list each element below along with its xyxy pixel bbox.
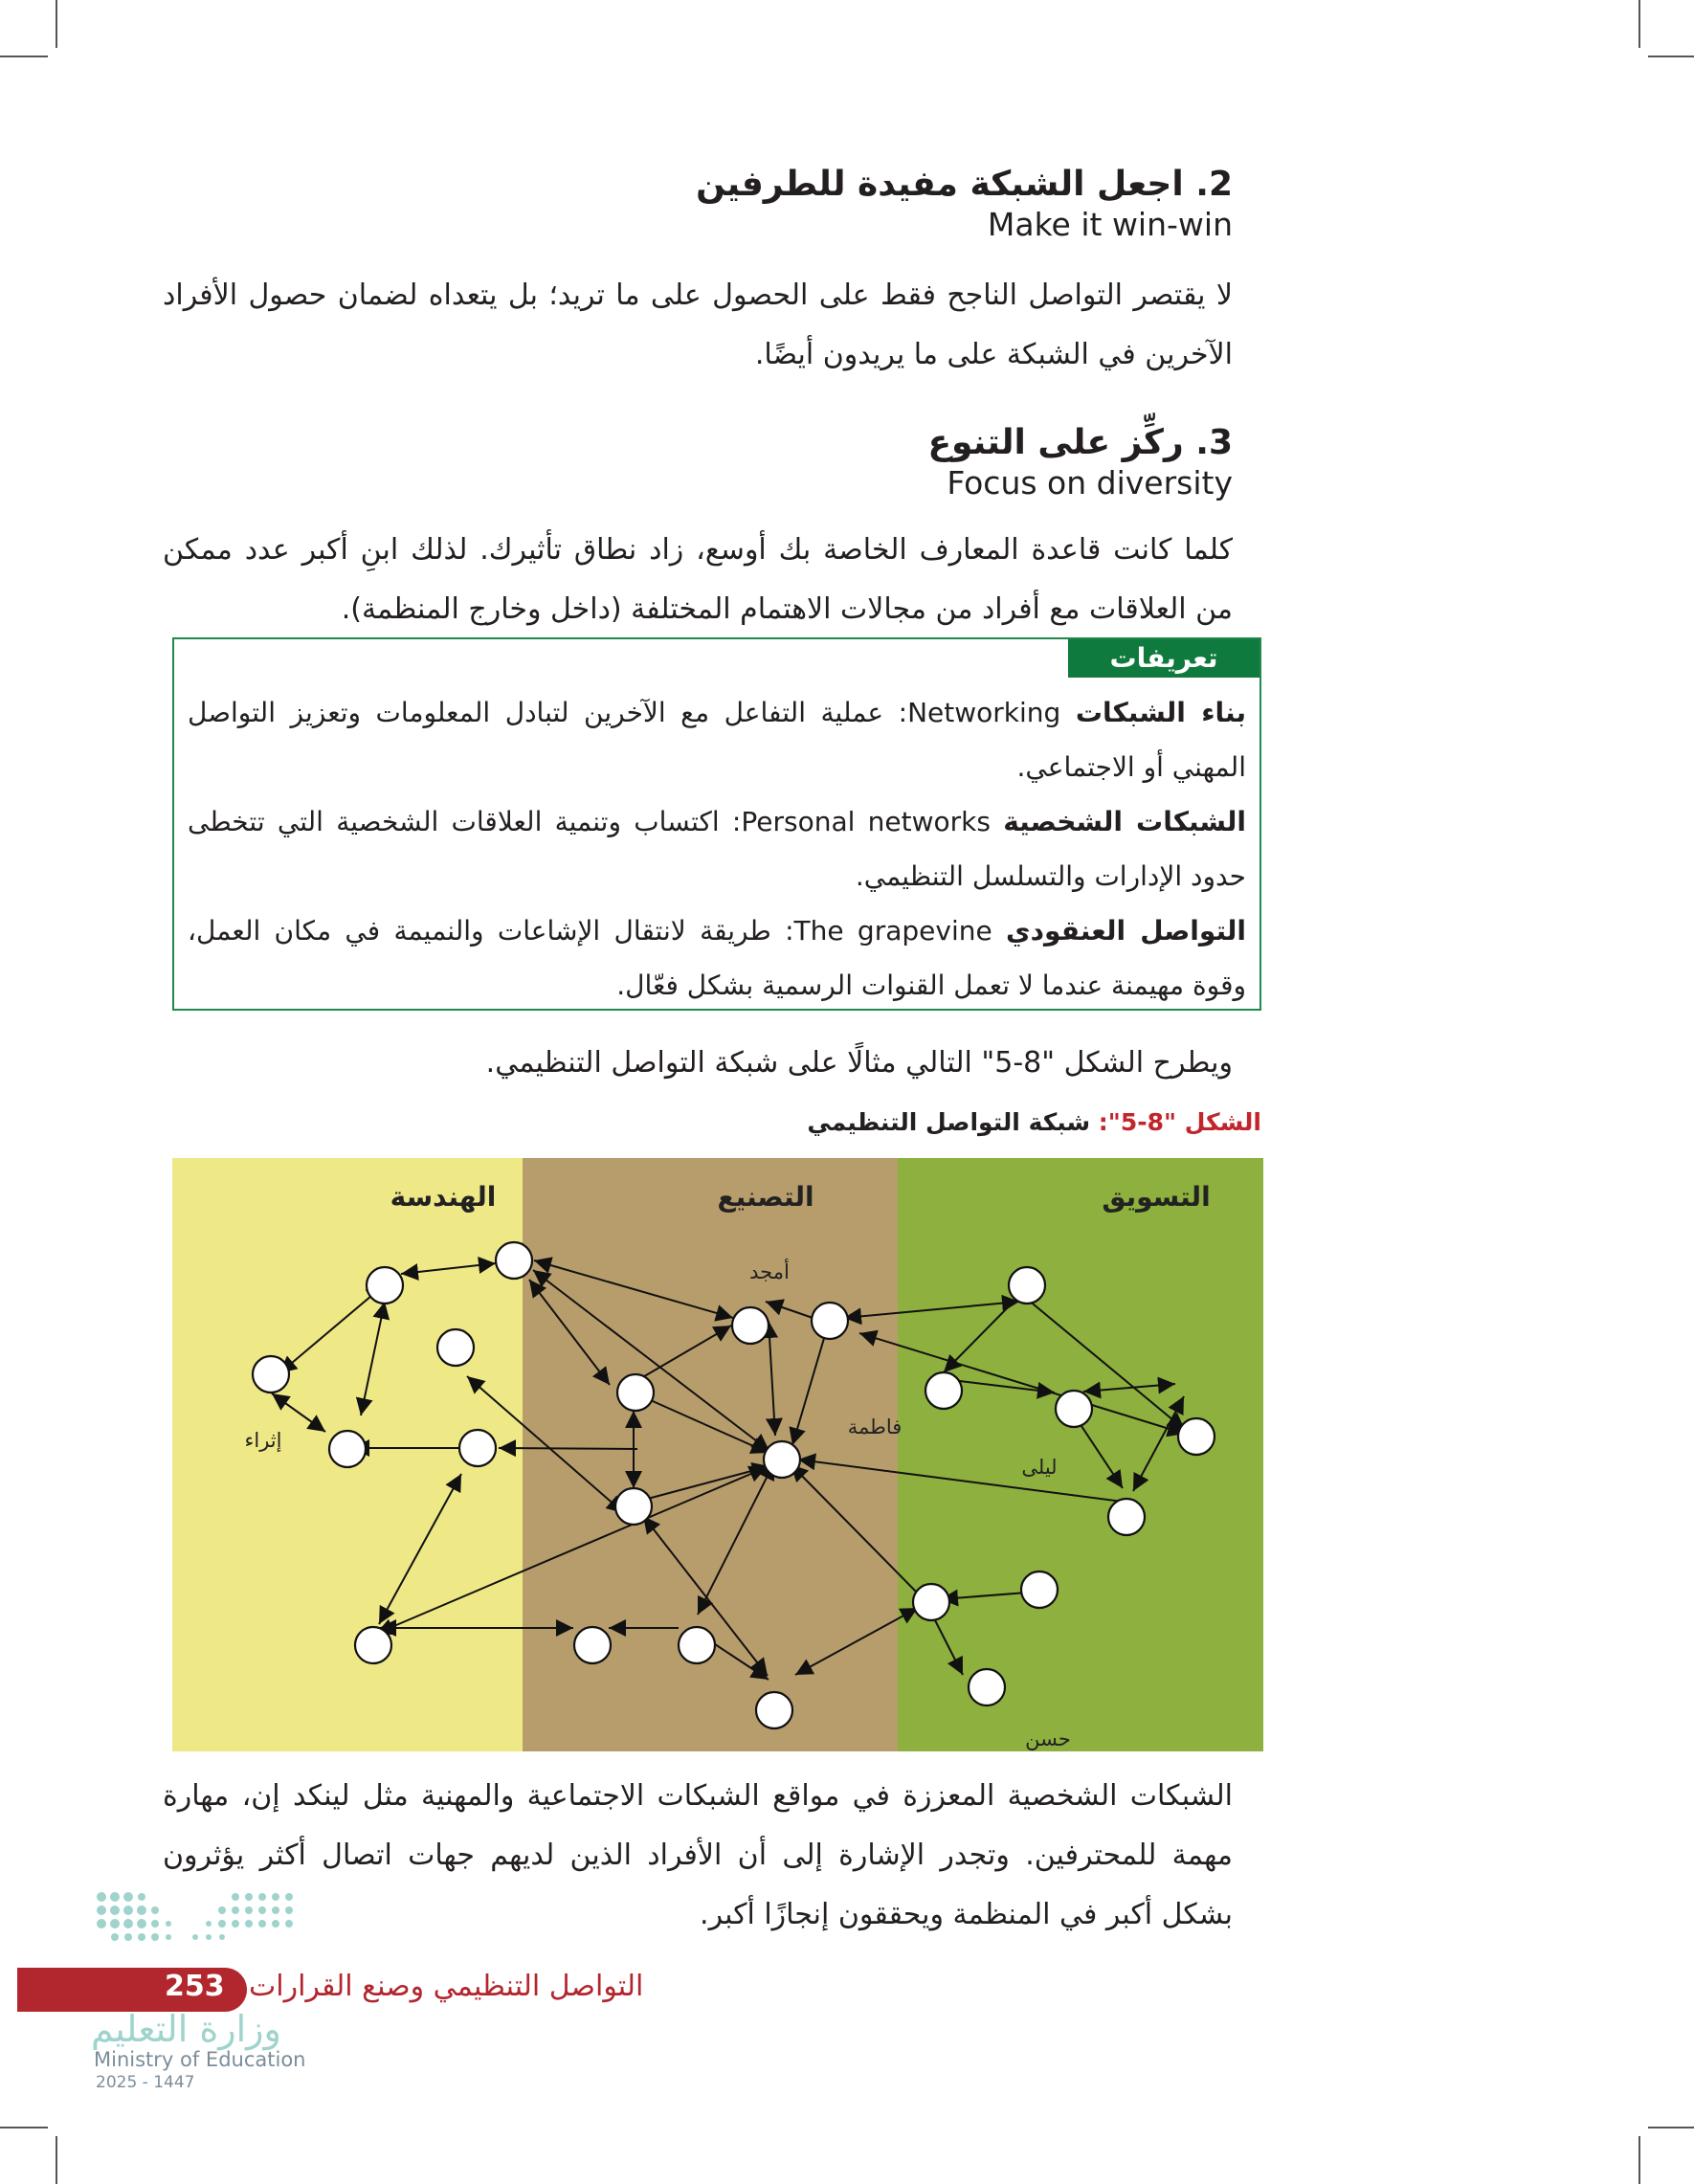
- network-node: [329, 1431, 366, 1467]
- network-node: [913, 1584, 949, 1620]
- section-2-body: لا يقتصر التواصل الناجح فقط على الحصول على ما تريد؛ بل يتعداه لضمان حصول الأفراد الآخرين في الشبكة على ما يريدون أيضًا.: [163, 279, 1233, 371]
- zone-label-manufacturing: التصنيع: [717, 1181, 814, 1213]
- ministry-name-en: Ministry of Education: [94, 2048, 306, 2071]
- section-3-body: كلما كانت قاعدة المعارف الخاصة بك أوسع، زاد نطاق تأثيرك. لذلك ابنِ أكبر عدد ممكن من العلاقات مع أفراد من مجالات الاهتمام المختلفة (داخل وخارج المنظمة).: [163, 533, 1233, 626]
- person-label-hasan: حسن: [1025, 1727, 1071, 1750]
- page-number: 253: [165, 1970, 225, 2003]
- crop-mark: [1648, 2127, 1694, 2128]
- definition-term-en: Personal networks: [741, 806, 991, 837]
- network-node: [925, 1372, 962, 1409]
- definition-term: بناء الشبكات: [1075, 697, 1246, 728]
- person-label-layla: ليلى: [1021, 1456, 1058, 1479]
- network-node: [355, 1627, 391, 1663]
- network-node: [459, 1430, 496, 1466]
- zone-label-marketing: التسويق: [1102, 1181, 1211, 1213]
- network-node: [496, 1242, 532, 1279]
- network-node: [1021, 1571, 1058, 1608]
- network-node: [969, 1669, 1005, 1705]
- section-number: 3.: [1195, 423, 1233, 462]
- section-title-ar: اجعل الشبكة مفيدة للطرفين: [696, 165, 1184, 204]
- section-number: 2.: [1195, 165, 1233, 204]
- chapter-title: التواصل التنظيمي وصنع القرارات: [249, 1970, 644, 2003]
- definition-text: طريقة لانتقال الإشاعات والنميمة في مكان العمل، وقوة مهيمنة عندما لا تعمل القنوات الرسمية بشكل فعّال.: [188, 915, 1246, 1001]
- person-label-fatima: فاطمة: [847, 1415, 903, 1438]
- network-node: [679, 1627, 715, 1663]
- crop-mark: [1638, 2136, 1640, 2184]
- network-diagram: [172, 1158, 1263, 1751]
- definition-item: الشبكات الشخصية Personal networks: اكتساب وتنمية العلاقات الشخصية التي تتخطى حدود الإدارات والتسلسل التنظيمي.: [188, 806, 1247, 892]
- ministry-logo-dots: [92, 1883, 302, 1970]
- crop-mark: [0, 56, 48, 57]
- definition-item: بناء الشبكات Networking: عملية التفاعل مع الآخرين لتبادل المعلومات وتعزيز التواصل المهني أو الاجتماعي.: [188, 697, 1246, 783]
- section-3-heading: [927, 423, 1233, 501]
- crop-mark: [1648, 56, 1694, 57]
- section-title-en: Make it win-win: [987, 206, 1233, 243]
- network-node: [732, 1307, 769, 1344]
- network-node: [812, 1303, 848, 1339]
- network-node: [1178, 1418, 1215, 1455]
- section-title-ar: ركِّز على التنوع: [927, 423, 1184, 462]
- zone-label-engineering: الهندسة: [390, 1181, 497, 1213]
- edition-year: 2025 - 1447: [96, 2073, 195, 2092]
- figure-intro: ويطرح الشكل "8-5" التالي مثالًا على شبكة التواصل التنظيمي.: [485, 1046, 1233, 1080]
- definition-text: عملية التفاعل مع الآخرين لتبادل المعلومات وتعزيز التواصل المهني أو الاجتماعي.: [188, 697, 1246, 783]
- section-title-en: Focus on diversity: [947, 464, 1233, 501]
- definition-term-en: Networking: [907, 697, 1061, 728]
- crop-mark: [1638, 0, 1640, 48]
- section-2-heading: [696, 165, 1233, 243]
- definition-term-en: The grapevine: [793, 915, 992, 947]
- crop-mark: [56, 2136, 57, 2184]
- network-node: [1009, 1267, 1045, 1304]
- network-node: [1056, 1391, 1092, 1427]
- definitions-list: [188, 685, 1246, 1013]
- ministry-name-ar: وزارة التعليم: [91, 2008, 281, 2050]
- definitions-tab: تعريفات: [1068, 639, 1259, 678]
- definition-term: التواصل العنقودي: [1006, 915, 1246, 947]
- network-node: [574, 1627, 611, 1663]
- marketing-zone: [898, 1158, 1263, 1751]
- figure-label: الشكل "8-5": [1107, 1108, 1261, 1136]
- definitions-box: [172, 637, 1261, 1011]
- definition-item: التواصل العنقودي The grapevine: طريقة لانتقال الإشاعات والنميمة في مكان العمل، وقوة مهيمنة عندما لا تعمل القنوات الرسمية بشكل فعّال.: [188, 915, 1246, 1001]
- network-node: [617, 1374, 654, 1411]
- definition-text: اكتساب وتنمية العلاقات الشخصية التي تتخطى حدود الإدارات والتسلسل التنظيمي.: [188, 806, 1246, 892]
- network-edge: [499, 1448, 637, 1449]
- network-node: [615, 1488, 652, 1525]
- person-label-amjad: أمجد: [749, 1260, 790, 1283]
- network-node: [1108, 1499, 1145, 1535]
- network-node: [437, 1329, 474, 1366]
- manufacturing-zone: [523, 1158, 898, 1751]
- person-label-ithraa: إثراء: [244, 1429, 282, 1452]
- network-node: [253, 1356, 289, 1393]
- closing-paragraph: الشبكات الشخصية المعززة في مواقع الشبكات الاجتماعية والمهنية مثل لينكد إن، مهارة مهمة للمحترفين. وتجدر الإشارة إلى أن الأفراد الذين لديهم جهات اتصال أكثر يؤثرون بشكل أكبر في المنظمة ويحققون إنجازًا أكبر.: [163, 1779, 1233, 1931]
- network-node: [756, 1692, 792, 1728]
- figure-title: شبكة التواصل التنظيمي: [807, 1108, 1091, 1136]
- network-node: [367, 1267, 403, 1304]
- figure-caption: الشكل "8-5": شبكة التواصل التنظيمي: [807, 1108, 1261, 1136]
- definition-term: الشبكات الشخصية: [1003, 806, 1247, 837]
- crop-mark: [56, 0, 57, 48]
- crop-mark: [0, 2127, 48, 2128]
- network-node: [764, 1441, 800, 1478]
